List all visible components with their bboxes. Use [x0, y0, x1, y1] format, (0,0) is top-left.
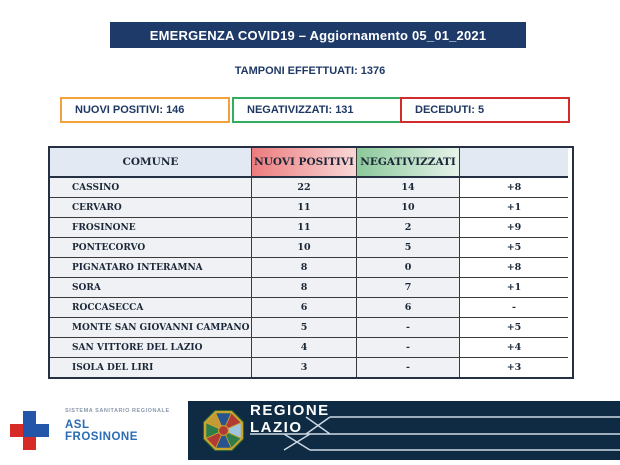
col-header-nuovi-positivi: NUOVI POSITIVI — [252, 148, 357, 178]
cell-delta: +8 — [460, 258, 568, 278]
table-row — [50, 218, 572, 238]
cell-delta: +5 — [460, 318, 568, 338]
col-header-negativizzati: NEGATIVIZZATI — [357, 148, 460, 178]
table-row — [50, 338, 572, 358]
cell-nuovi-positivi: 10 — [252, 238, 357, 258]
cell-comune: CASSINO — [50, 178, 252, 198]
cell-nuovi-positivi: 6 — [252, 298, 357, 318]
col-header-delta — [460, 148, 568, 178]
table-row — [50, 178, 572, 198]
cell-comune: PIGNATARO INTERAMNA — [50, 258, 252, 278]
stat-box-deceduti — [400, 97, 570, 123]
table-row — [50, 258, 572, 278]
frosinone-label: FROSINONE — [65, 431, 138, 443]
cell-nuovi-positivi: 8 — [252, 258, 357, 278]
cell-negativizzati: 5 — [357, 238, 460, 258]
cell-nuovi-positivi: 3 — [252, 358, 357, 377]
cell-delta: +1 — [460, 198, 568, 218]
cell-negativizzati: - — [357, 318, 460, 338]
regione-lazio-wordmark — [250, 403, 330, 436]
cell-comune: SAN VITTORE DEL LAZIO — [50, 338, 252, 358]
cell-negativizzati: 10 — [357, 198, 460, 218]
regione-label: REGIONE — [250, 402, 330, 419]
lazio-label: LAZIO — [250, 418, 303, 436]
stat-box-negativizzati — [232, 97, 402, 123]
cell-nuovi-positivi: 5 — [252, 318, 357, 338]
cell-nuovi-positivi: 4 — [252, 338, 357, 358]
cell-negativizzati: 7 — [357, 278, 460, 298]
table-row — [50, 318, 572, 338]
asl-label: ASL — [65, 419, 90, 431]
table-row — [50, 358, 572, 377]
stat-box-nuovi-positivi — [60, 97, 230, 123]
asl-cross-icon — [10, 411, 49, 450]
table-body — [50, 178, 572, 377]
table-header-row — [50, 148, 572, 178]
stat-box-negativizzati-label: NEGATIVIZZATI: 131 — [247, 104, 354, 116]
cell-nuovi-positivi: 11 — [252, 218, 357, 238]
cell-delta: +3 — [460, 358, 568, 377]
cell-negativizzati: 6 — [357, 298, 460, 318]
table-row — [50, 298, 572, 318]
table-row — [50, 278, 572, 298]
cell-negativizzati: 2 — [357, 218, 460, 238]
cell-negativizzati: - — [357, 358, 460, 377]
tamponi-effettuati-label: TAMPONI EFFETTUATI: 1376 — [234, 65, 386, 77]
cell-comune: SORA — [50, 278, 252, 298]
regione-lazio-emblem-icon — [200, 407, 247, 454]
stat-box-deceduti-label: DECEDUTI: 5 — [415, 104, 485, 116]
asl-text-block — [65, 408, 183, 443]
cell-comune: ISOLA DEL LIRI — [50, 358, 252, 377]
cell-comune: MONTE SAN GIOVANNI CAMPANO — [50, 318, 252, 338]
table-header — [50, 148, 572, 178]
cell-delta: +1 — [460, 278, 568, 298]
cell-negativizzati: 14 — [357, 178, 460, 198]
cell-nuovi-positivi: 11 — [252, 198, 357, 218]
cell-delta: +8 — [460, 178, 568, 198]
regione-lazio-band — [188, 401, 620, 460]
comuni-table — [48, 146, 574, 379]
cell-nuovi-positivi: 22 — [252, 178, 357, 198]
cell-nuovi-positivi: 8 — [252, 278, 357, 298]
cell-delta: +5 — [460, 238, 568, 258]
table-row — [50, 198, 572, 218]
cell-comune: FROSINONE — [50, 218, 252, 238]
stat-box-nuovi-positivi-label: NUOVI POSITIVI: 146 — [75, 104, 185, 116]
page-title: EMERGENZA COVID19 – Aggiornamento 05_01_2021 — [149, 27, 487, 43]
title-bar — [110, 22, 526, 48]
asl-frosinone-logo — [8, 403, 183, 460]
cell-comune: CERVARO — [50, 198, 252, 218]
cell-comune: ROCCASECCA — [50, 298, 252, 318]
table-row — [50, 238, 572, 258]
cell-negativizzati: - — [357, 338, 460, 358]
col-header-comune: COMUNE — [50, 148, 252, 178]
cell-delta: +9 — [460, 218, 568, 238]
cell-comune: PONTECORVO — [50, 238, 252, 258]
cell-delta: - — [460, 298, 568, 318]
cell-delta: +4 — [460, 338, 568, 358]
cell-negativizzati: 0 — [357, 258, 460, 278]
sistema-sanitario-label: SISTEMA SANITARIO REGIONALE — [65, 408, 170, 414]
